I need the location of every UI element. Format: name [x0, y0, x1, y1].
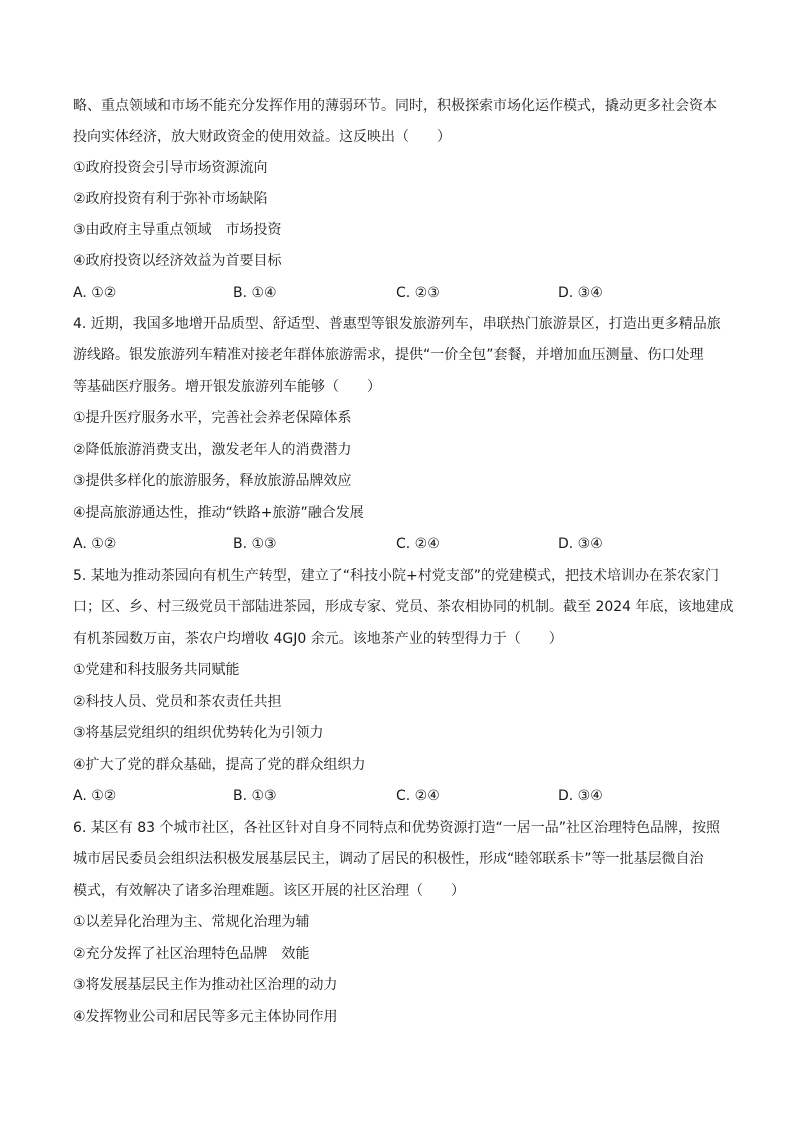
q3-options — [73, 283, 733, 303]
q4-item-3: ③提供多样化的旅游服务，释放旅游品牌效应 — [73, 473, 352, 489]
q6-item-4: ④发挥物业公司和居民等多元主体协同作用 — [73, 1009, 338, 1025]
q4-stem-line-3: 等基础医疗服务。增开银发旅游列车能够（ ） — [73, 379, 381, 395]
q4-options — [73, 534, 733, 554]
q4-item-1: ①提升医疗服务水平，完善社会养老保障体系 — [73, 410, 352, 426]
q4-option-d[interactable]: D. ③④ — [558, 536, 603, 552]
q3-option-a[interactable]: A. ①② — [73, 285, 117, 301]
q4-option-b[interactable]: B. ①③ — [233, 536, 277, 552]
q3-item-4: ④政府投资以经济效益为首要目标 — [73, 253, 282, 269]
q5-item-2: ②科技人员、党员和茶农责任共担 — [73, 694, 282, 710]
q3-item-3: ③由政府主导重点领域 市场投资 — [73, 222, 282, 238]
q4-option-c[interactable]: C. ②④ — [396, 536, 440, 552]
q5-options — [73, 786, 733, 806]
q5-stem-line-1: 5. 某地为推动茶园向有机生产转型，建立了“科技小院+村党支部”的党建模式，把技术培训办在茶农家门 — [73, 568, 720, 584]
q6-stem-line-3: 模式，有效解决了诸多治理难题。该区开展的社区治理（ ） — [73, 883, 465, 899]
q5-option-a[interactable]: A. ①② — [73, 788, 117, 804]
q5-item-1: ①党建和科技服务共同赋能 — [73, 662, 240, 678]
q5-option-d[interactable]: D. ③④ — [558, 788, 603, 804]
q5-option-b[interactable]: B. ①③ — [233, 788, 277, 804]
q5-stem-line-2: 口；区、乡、村三级党员干部陆进茶园，形成专家、党员、茶农相协同的机制。截至 2024 年底，该地建成 — [73, 599, 734, 615]
q3-option-d[interactable]: D. ③④ — [558, 285, 603, 301]
q5-stem-line-3: 有机茶园数万亩，茶农户均增收 4GJ0 余元。该地茶产业的转型得力于（ ） — [73, 631, 563, 647]
q3-item-2: ②政府投资有利于弥补市场缺陷 — [73, 191, 268, 207]
q4-item-4: ④提高旅游通达性，推动“铁路+旅游”融合发展 — [73, 505, 364, 521]
q3-item-1: ①政府投资会引导市场资源流向 — [73, 160, 268, 176]
q6-item-1: ①以差异化治理为主、常规化治理为辅 — [73, 914, 310, 930]
q6-stem-line-2: 城市居民委员会组织法积极发展基层民主，调动了居民的积极性，形成“睦邻联系卡”等一批基层微自治 — [73, 851, 704, 867]
q5-item-4: ④扩大了党的群众基础，提高了党的群众组织力 — [73, 757, 366, 773]
q5-item-3: ③将基层党组织的组织优势转化为引领力 — [73, 725, 324, 741]
q4-stem-line-1: 4. 近期，我国多地增开品质型、舒适型、普惠型等银发旅游列车，串联热门旅游景区，打造出更多精品旅 — [73, 316, 721, 332]
q6-stem-line-1: 6. 某区有 83 个城市社区，各社区针对自身不同特点和优势资源打造“一居一品”社区治理特色品牌，按照 — [73, 820, 721, 836]
q5-option-c[interactable]: C. ②④ — [396, 788, 440, 804]
q4-option-a[interactable]: A. ①② — [73, 536, 117, 552]
q6-item-2: ②充分发挥了社区治理特色品牌 效能 — [73, 946, 310, 962]
q6-item-3: ③将发展基层民主作为推动社区治理的动力 — [73, 977, 338, 993]
q3-stem-line-1: 略、重点领域和市场不能充分发挥作用的薄弱环节。同时，积极探索市场化运作模式，撬动更多社会资本 — [73, 98, 717, 114]
q3-option-b[interactable]: B. ①④ — [233, 285, 277, 301]
q4-stem-line-2: 游线路。银发旅游列车精准对接老年群体旅游需求，提供“一价全包”套餐，并增加血压测量、伤口处理 — [73, 347, 704, 363]
q4-item-2: ②降低旅游消费支出，激发老年人的消费潜力 — [73, 442, 352, 458]
q3-stem-line-2: 投向实体经济，放大财政资金的使用效益。这反映出（ ） — [73, 129, 451, 145]
q3-option-c[interactable]: C. ②③ — [396, 285, 440, 301]
